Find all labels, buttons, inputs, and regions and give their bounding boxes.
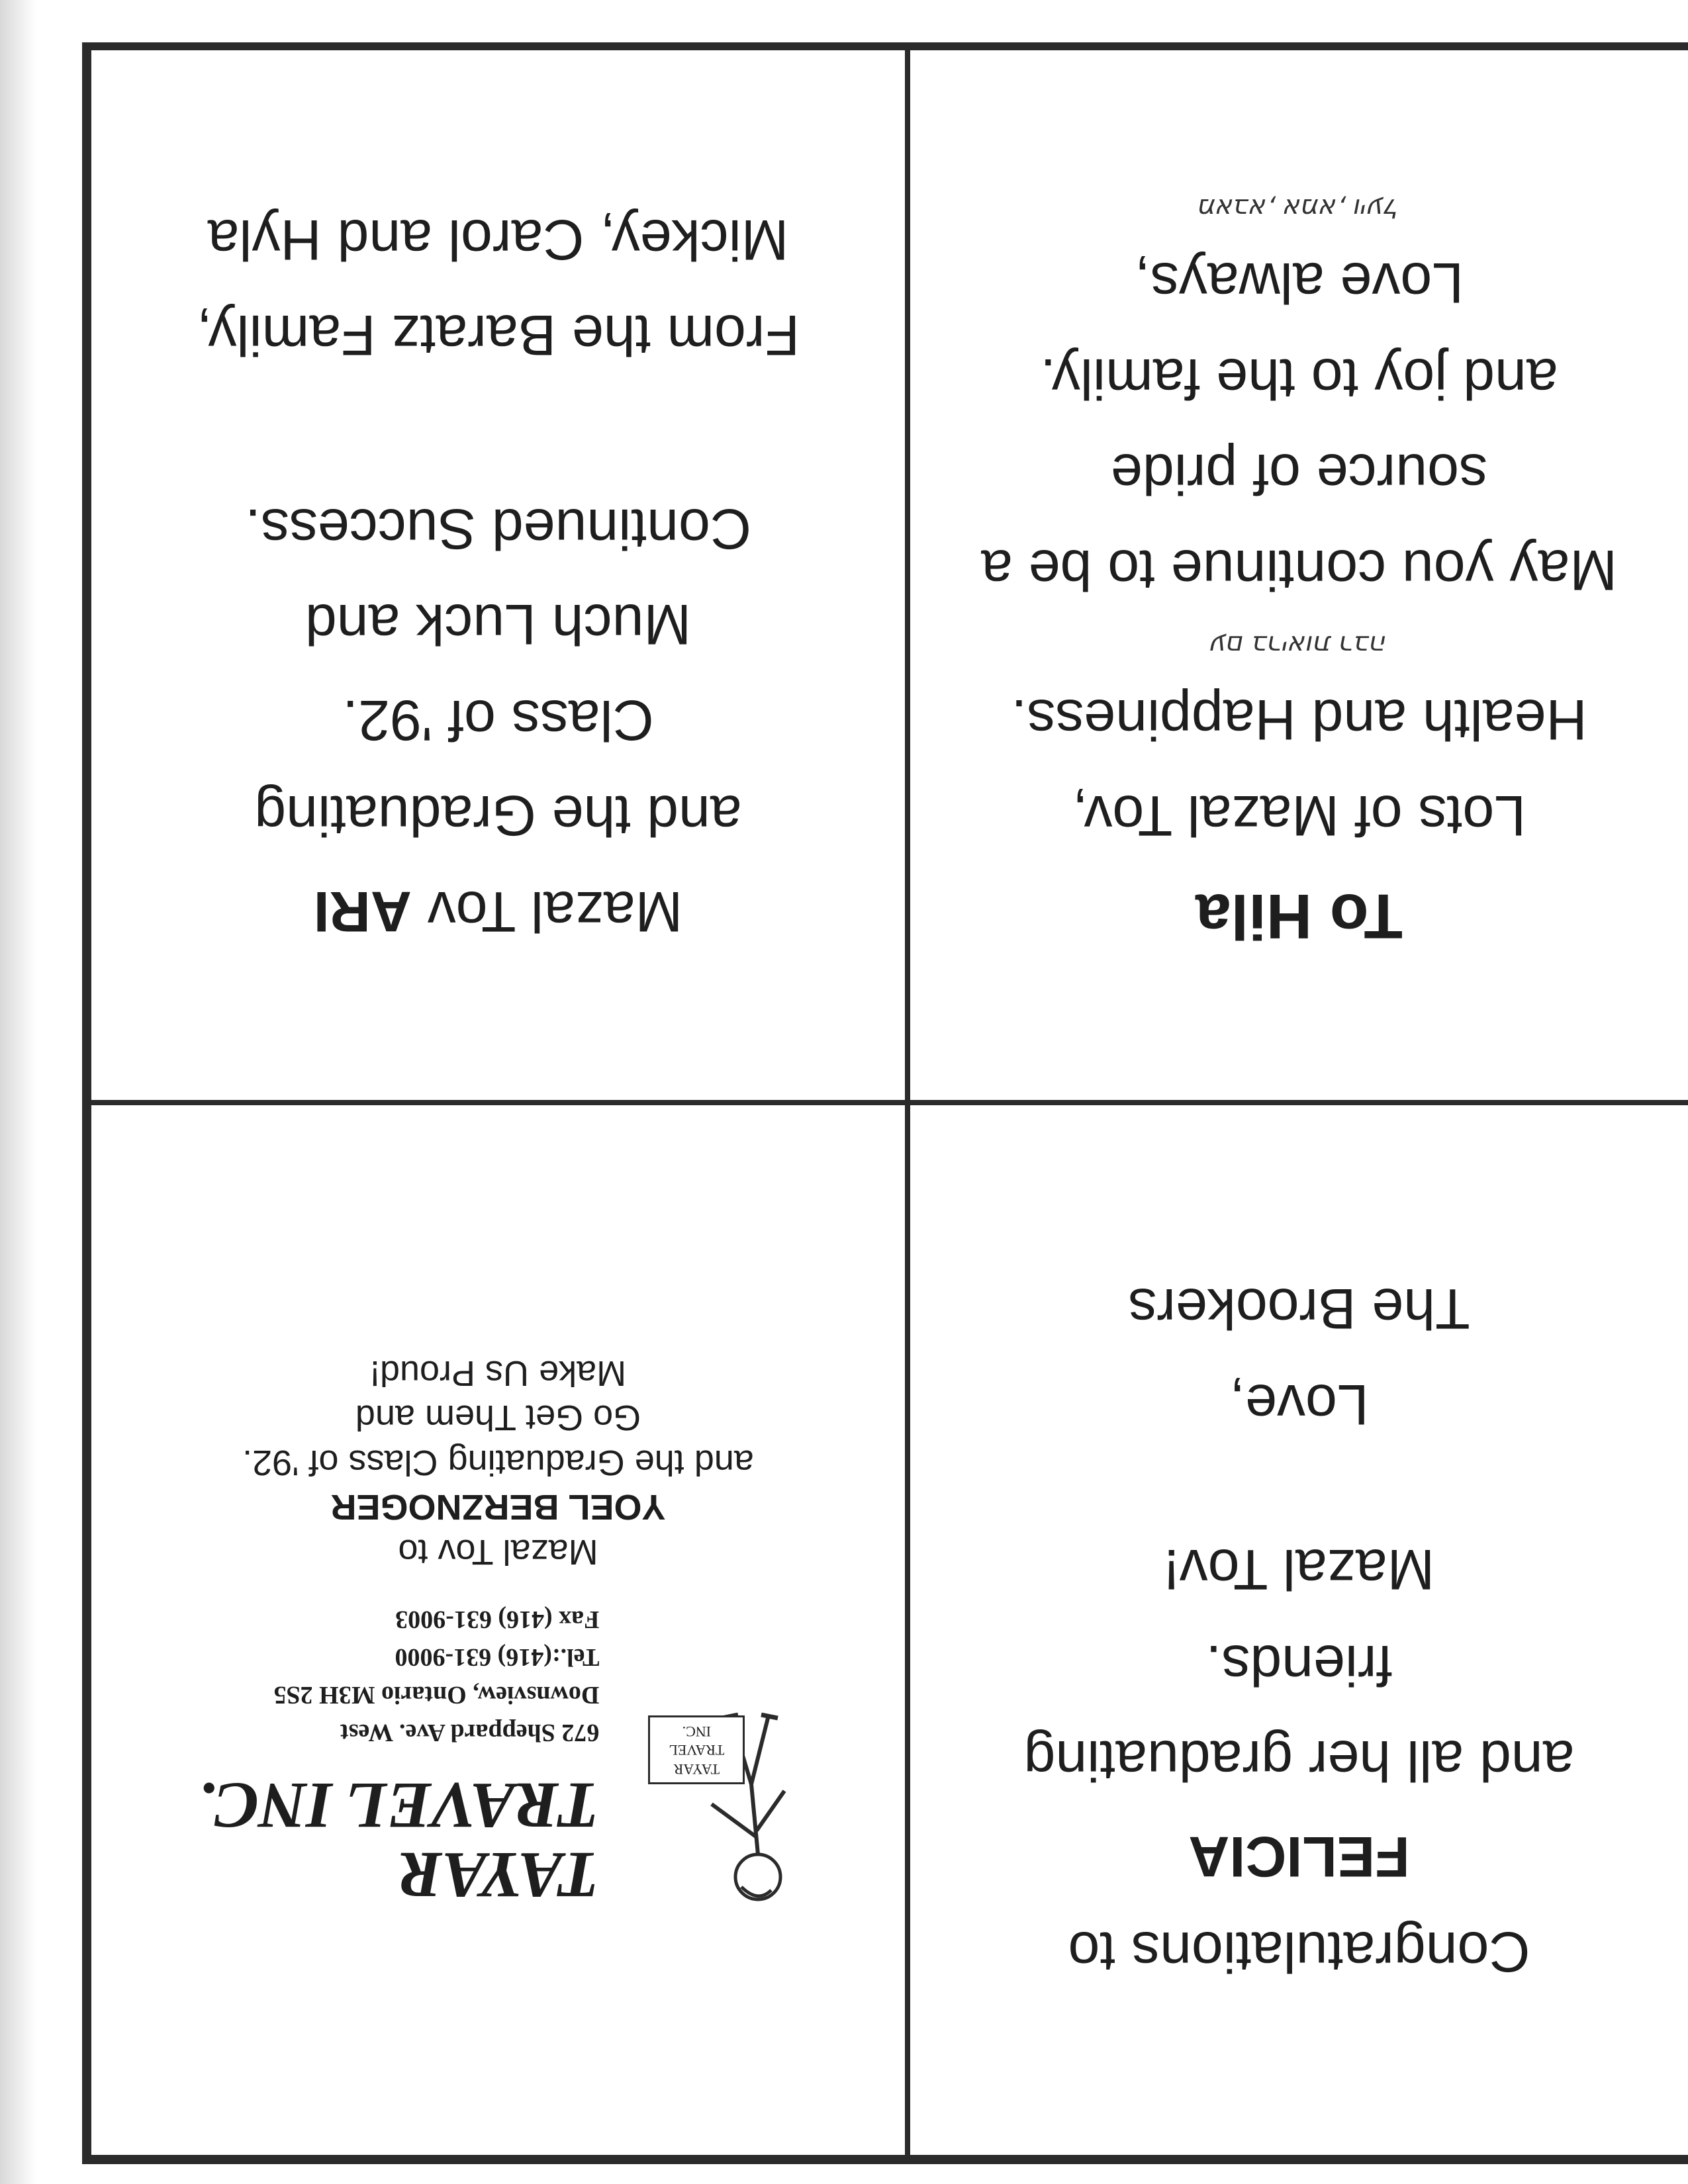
tayar-logo-sign: TAYAR TRAVEL INC.: [648, 1715, 745, 1784]
hila-line-1: Lots of Mazal Tov,: [1072, 783, 1526, 847]
hila-card: [910, 50, 1688, 1100]
ari-line-1: [314, 863, 683, 958]
tayar-line-1: Mazal Tov to: [398, 1531, 598, 1572]
ari-line-3: Class of '92.: [342, 688, 654, 752]
ari-line-7: Mickey, Carol and Hyla: [207, 207, 789, 271]
ari-name: ARI: [313, 879, 412, 943]
ari-card: [91, 50, 905, 1100]
scan-margin: [0, 0, 37, 2184]
felicia-line-2: and all her graduating: [1023, 1729, 1575, 1793]
ari-line-1-text: Mazal Tov: [411, 879, 683, 943]
hila-line-4: source of pride: [1111, 442, 1487, 506]
hila-line-3: May you continue to be a: [981, 537, 1617, 602]
tayar-line-2: and the Graduating Class of '92.: [242, 1442, 754, 1482]
felicia-line-5: Love,: [1229, 1372, 1369, 1436]
tayar-address-1: 672 Sheppard Ave. West: [340, 1718, 600, 1747]
felicia-line-1: Congratulations to: [1068, 1920, 1530, 1984]
hila-line-5: and joy to the family.: [1040, 346, 1558, 410]
tayar-name-block: [199, 1600, 600, 1910]
hila-title: To Hila: [1196, 881, 1403, 952]
hila-handwritten-hebrew-1: עם בריאות רבה: [1210, 629, 1388, 660]
hila-line-6: Love always,: [1134, 251, 1464, 315]
ari-line-6: From the Baratz Family,: [196, 303, 800, 367]
tayar-graduate-name: YOEL BERZNOGER: [330, 1487, 666, 1527]
tayar-header: [199, 1600, 798, 1910]
felicia-line-3: friends.: [1205, 1633, 1393, 1697]
ari-line-5: Continued Success.: [245, 496, 751, 561]
tayar-fax: Fax (416) 631-9003: [395, 1605, 600, 1633]
tayar-phone: Tel.:(416) 631-9000: [395, 1643, 600, 1671]
hila-line-2: Health and Happiness.: [1011, 688, 1587, 752]
felicia-line-4: Mazal Tov!: [1163, 1537, 1435, 1602]
felicia-line-6: The Brookers: [1128, 1277, 1470, 1341]
hila-handwritten-hebrew-2: מאבא, אמא, ויעל: [1199, 192, 1399, 223]
tayar-company-name: TAYAR TRAVEL INC.: [198, 1768, 600, 1912]
ari-line-4: Much Luck and: [305, 592, 692, 657]
tayar-line-4: Make Us Proud!: [369, 1353, 627, 1393]
horizontal-divider: [82, 1100, 1688, 1105]
tayar-line-3: Go Get Them and: [355, 1398, 641, 1438]
felicia-name: FELICIA: [1188, 1824, 1410, 1888]
tayar-travel-ad: [91, 1105, 905, 2155]
ari-line-2: and the Graduating: [254, 784, 742, 848]
felicia-card: [910, 1105, 1688, 2155]
tayar-address-2: Downsview, Ontario M3H 2S5: [273, 1680, 600, 1709]
tayar-logo-illustration: [639, 1692, 798, 1917]
